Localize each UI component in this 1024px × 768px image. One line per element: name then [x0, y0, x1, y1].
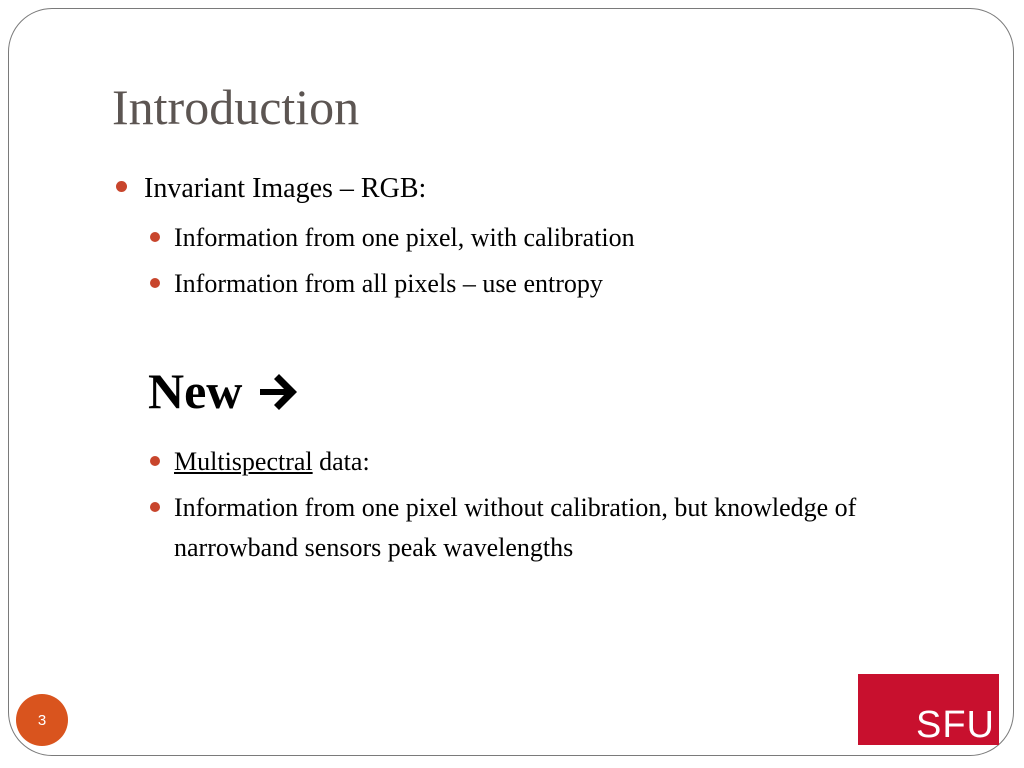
- arrow-right-icon: [256, 368, 300, 423]
- bullet-text: Information from all pixels – use entropy: [174, 269, 603, 298]
- sub-bullet-all-pixels: [150, 264, 964, 304]
- sfu-logo: [858, 674, 999, 745]
- bullet-dot-icon: [116, 181, 127, 192]
- sub-bullet-narrowband: [150, 488, 964, 568]
- page-number: 3: [37, 711, 47, 729]
- bullet-text: Information from one pixel without calibration, but knowledge of narrowband sensors peak wavelengths: [174, 493, 857, 562]
- bullet-invariant-images: [116, 172, 426, 206]
- logo-text: SFU: [916, 704, 995, 746]
- bullet-dot-icon: [150, 232, 160, 242]
- bullet-dot-icon: [150, 502, 160, 512]
- new-heading-label: New: [148, 363, 243, 419]
- slide-title: Introduction: [112, 79, 360, 135]
- bullet-text: [174, 442, 964, 482]
- bullet-dot-icon: [150, 456, 160, 466]
- bullet-dot-icon: [150, 278, 160, 288]
- sub-bullet-multispectral: [150, 442, 964, 482]
- bullet-text: Information from one pixel, with calibration: [174, 223, 635, 252]
- multispectral-rest: data:: [312, 447, 370, 476]
- new-heading: [148, 364, 300, 423]
- multispectral-underlined: Multispectral: [174, 447, 313, 476]
- page-number-badge: [16, 694, 68, 746]
- bullet-text: Invariant Images – RGB:: [144, 173, 427, 204]
- sub-bullet-one-pixel: [150, 218, 964, 258]
